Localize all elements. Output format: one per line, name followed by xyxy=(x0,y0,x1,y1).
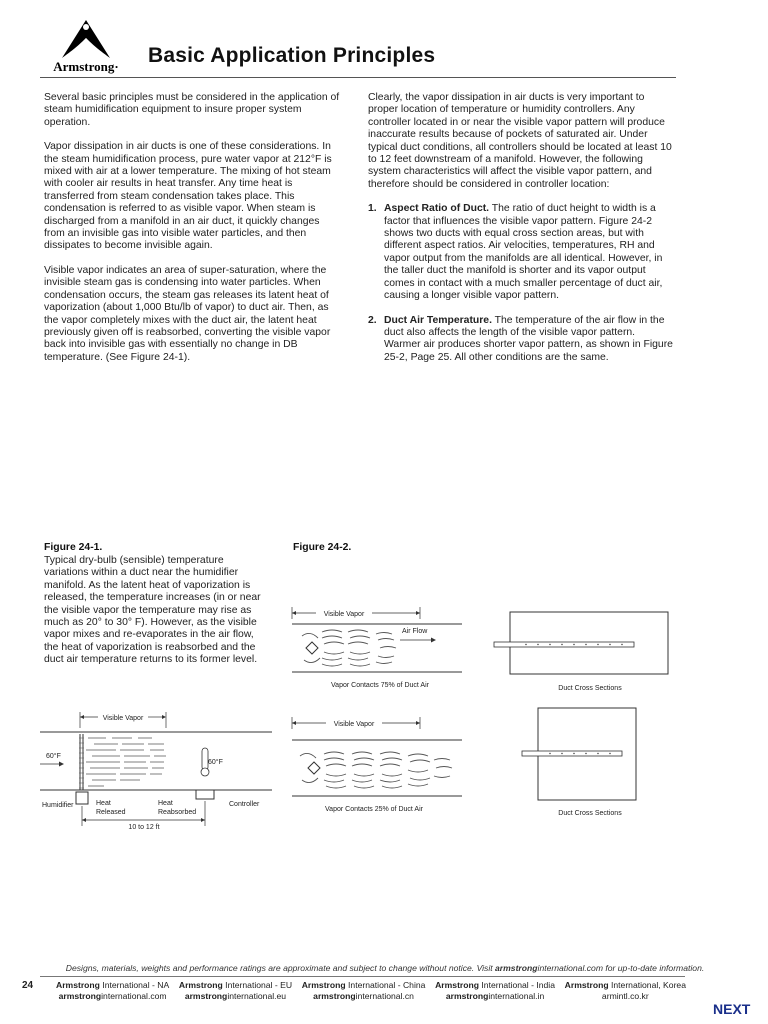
list-item-air-temperature xyxy=(368,315,674,365)
office-name: International - India xyxy=(479,980,555,990)
fig2-contact-bottom-label: Vapor Contacts 25% of Duct Air xyxy=(325,806,423,813)
office-brand: Armstrong xyxy=(301,980,346,990)
fig2-cross-bottom-label: Duct Cross Sections xyxy=(558,810,622,817)
list-item-text: The temperature of the air flow in the duct also affects the length of the visible vapor pattern. Warmer air produces shorter vapor pattern, as shown in Figure 25-2, Page 25. All other conditions are the same. xyxy=(384,314,673,363)
office-site-rest: armintl.co.kr xyxy=(601,991,649,1001)
figure-24-2-title: Figure 24-2. xyxy=(293,542,352,553)
brand-reg-mark: · xyxy=(114,59,119,74)
office-website-link[interactable] xyxy=(56,991,169,1002)
brand-name: Armstrong xyxy=(53,59,115,74)
office-brand: Armstrong xyxy=(178,980,223,990)
fig2-air-flow-label: Air Flow xyxy=(402,628,428,635)
office-site-rest: international.in xyxy=(488,991,545,1001)
figure-24-1-title: Figure 24-1. xyxy=(44,542,103,553)
fig1-distance-label: 10 to 12 ft xyxy=(128,824,160,831)
fig2-visible-vapor-bottom-label: Visible Vapor xyxy=(333,721,375,728)
office-website-link[interactable] xyxy=(565,991,686,1002)
office-name: International - EU xyxy=(222,980,293,990)
fig2-cross-top-label: Duct Cross Sections xyxy=(558,685,622,692)
page-title: Basic Application Principles xyxy=(148,44,436,67)
footer-divider xyxy=(40,976,685,977)
figure-24-1-caption: Typical dry-bulb (sensible) temperature variations within a duct near the humidifier manifold. As the latent heat of vaporization is released, the temperature increases (in or near the visible vapor the temperature may rise as much as 20° to 30° F). However, as the visible vapor mixes and re-evaporates in the air flow, the heat of vaporization is reabsorbed and the duct air temperature returns to its former level. xyxy=(44,555,261,666)
office-site-rest: international.com xyxy=(101,991,167,1001)
right-column xyxy=(368,92,674,376)
office-korea xyxy=(565,980,686,1002)
list-item-number: 2. xyxy=(368,314,377,326)
office-name: International - China xyxy=(345,980,426,990)
fig1-humidifier-label: Humidifier xyxy=(42,802,74,809)
list-item-heading: Duct Air Temperature. xyxy=(384,314,492,326)
intro-paragraph: Several basic principles must be considered in the application of steam humidification equipment to insure proper system operation. xyxy=(44,92,340,128)
list-item-heading: Aspect Ratio of Duct. xyxy=(384,203,490,215)
office-china xyxy=(302,980,426,1002)
office-site-brand: armstrong xyxy=(184,991,228,1001)
office-brand: Armstrong xyxy=(56,980,100,990)
office-na xyxy=(56,980,169,1002)
office-brand: Armstrong xyxy=(435,980,480,990)
fig1-temp-in-label: 60°F xyxy=(46,753,61,760)
office-site-brand: armstrong xyxy=(58,991,102,1001)
fig2-contact-top-label: Vapor Contacts 75% of Duct Air xyxy=(331,682,429,689)
figure-24-2-diagram xyxy=(282,590,682,820)
title-divider xyxy=(40,77,676,78)
visible-vapor-paragraph: Visible vapor indicates an area of super-saturation, where the invisible steam gas is condensing into water particles. When condensation occurs, the steam gas releases its latent heat of vaporization (about 1,000 Btu/lb of vapor) to duct air. Then, as the vapor completely mixes with the duct air, the latent heat previously given off is reabsorbed, converting the visible vapor back into invisible gas with essentially no change in DB temperature. (See Figure 24-1). xyxy=(44,264,331,363)
office-eu xyxy=(179,980,292,1002)
office-site-rest: international.cn xyxy=(355,991,414,1001)
list-item-text: The ratio of duct height to width is a factor that influences the visible vapor pattern. Figure 24-2 shows two ducts with equal cross section areas, but with different aspect ratios. Air velocities, temperatures, RH and vapor output from the manifolds are all identical. However, in the taller duct the manifold is shorter and its vapor output comes in contact with a much smaller percentage of duct air, causing a longer visible vapor pattern. xyxy=(384,203,663,302)
next-page-button[interactable]: NEXT xyxy=(713,1001,751,1017)
office-site-brand: armstrong xyxy=(445,991,489,1001)
office-website-link[interactable] xyxy=(435,991,555,1002)
office-name: International - NA xyxy=(99,980,170,990)
fig1-heat-released-line1: Heat xyxy=(96,800,111,807)
office-name: International, Korea xyxy=(608,980,686,990)
brand-wordmark xyxy=(40,59,132,75)
figure-24-1-diagram xyxy=(36,706,276,832)
office-brand: Armstrong xyxy=(564,980,609,990)
controller-location-paragraph: Clearly, the vapor dissipation in air ducts is very important to proper location of temperature or humidity controllers. Any controller located in or near the visible vapor pattern will produce inaccurate results because of pockets of saturated air. Under typical duct conditions, all controllers should be located at least 10 to 12 feet downstream of a manifold. However, the following system characteristics will affect the visible vapor pattern, and therefore should be considered in controller location: xyxy=(368,92,672,190)
fig1-visible-vapor-label: Visible Vapor xyxy=(102,715,144,722)
office-india xyxy=(435,980,555,1002)
office-website-link[interactable] xyxy=(302,991,426,1002)
list-item-aspect-ratio xyxy=(368,203,674,302)
disclaimer-text xyxy=(30,963,740,973)
list-item-number: 1. xyxy=(368,203,377,215)
disclaimer-prefix: Designs, materials, weights and performance ratings are approximate and subject to change without notice. Visit xyxy=(65,963,496,973)
office-site-rest: international.eu xyxy=(227,991,287,1001)
office-website-link[interactable] xyxy=(179,991,292,1002)
fig1-heat-released-line2: Released xyxy=(96,809,126,816)
left-column xyxy=(44,92,342,376)
fig1-heat-reabsorbed-line1: Heat xyxy=(158,800,173,807)
fig2-visible-vapor-top-label: Visible Vapor xyxy=(323,611,365,618)
page-number: 24 xyxy=(22,980,34,991)
fig1-temp-out-label: 60°F xyxy=(208,759,223,766)
disclaimer-brand: armstrong xyxy=(495,963,538,973)
office-site-brand: armstrong xyxy=(313,991,356,1001)
fig1-heat-reabsorbed-line2: Reabsorbed xyxy=(158,809,197,816)
vapor-dissipation-paragraph: Vapor dissipation in air ducts is one of these considerations. In the steam humidification process, pure water vapor at 212°F is mixed with air at a lower temperature. The mixing of hot steam with cooler air results in heat transfer. Any time heat is transferred from steam condensation takes place. This condensation is referred to as visible vapor. When steam is discharged from a manifold in an air duct, it quickly changes from an invisible gas into visible water particles, and then dissipates to become invisible again. xyxy=(44,141,332,252)
footer-offices xyxy=(56,980,686,1002)
fig1-controller-label: Controller xyxy=(229,801,260,808)
disclaimer-suffix: international.com for up-to-date information. xyxy=(537,963,705,973)
